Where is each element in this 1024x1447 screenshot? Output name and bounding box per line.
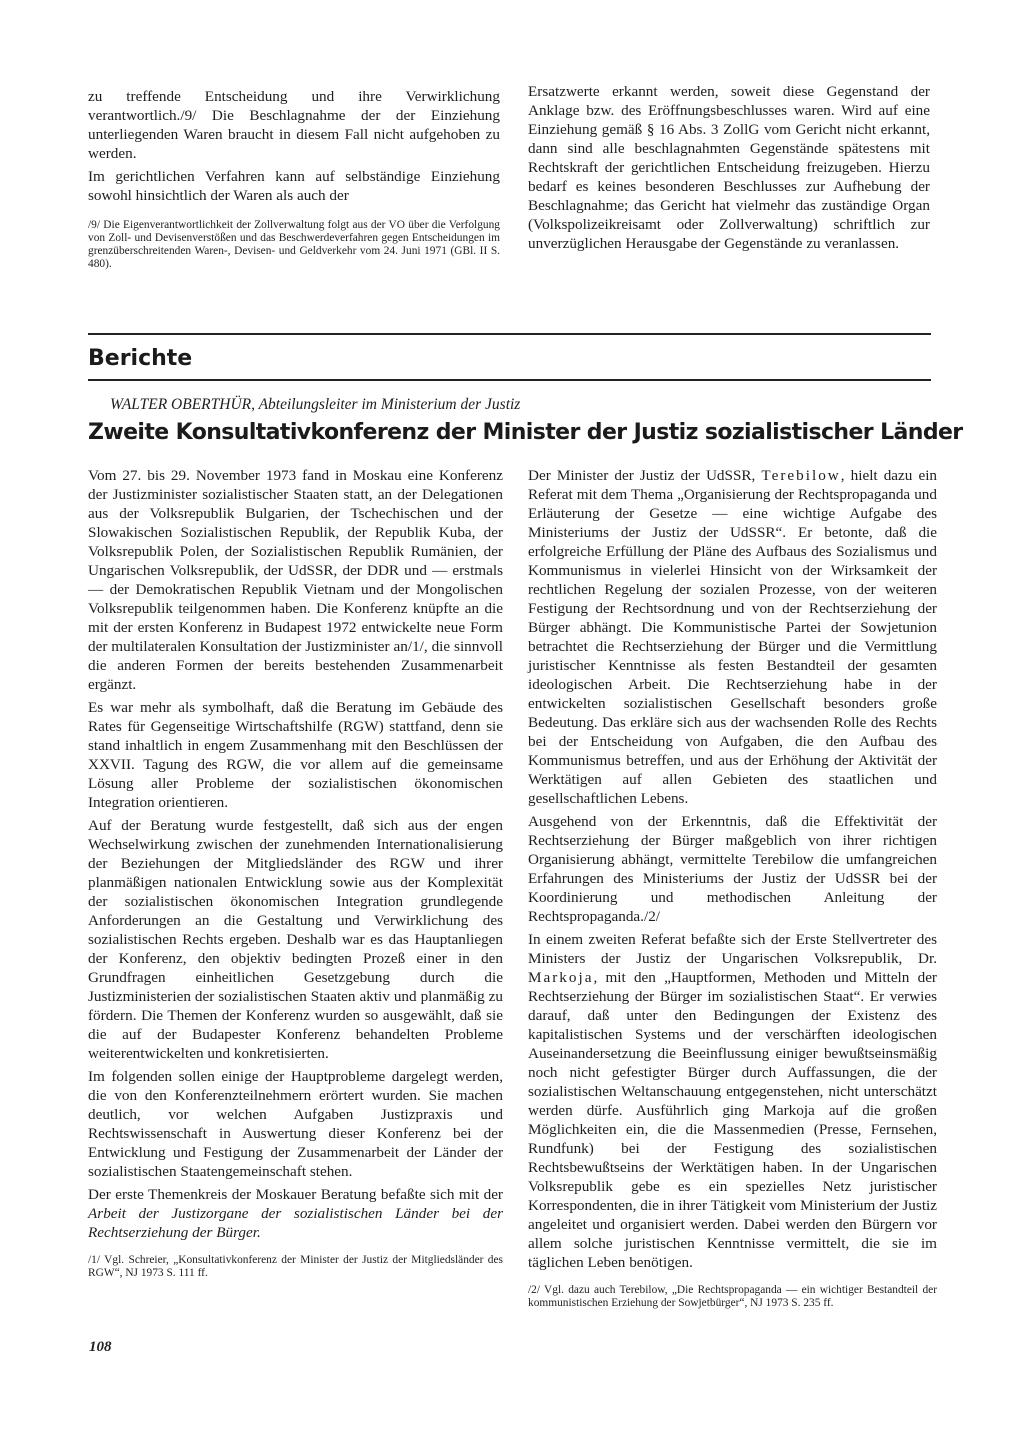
person-name: Terebilow	[761, 467, 841, 484]
paragraph-text: In einem zweiten Referat befaßte sich der Erste Stellvertreter des Ministers der Justiz der Ungarischen Volksrepublik, Dr.	[528, 931, 937, 967]
paragraph: zu treffende Entscheidung und ihre Verwirklichung verantwortlich./9/ Die Beschlagnahme der der Einziehung unterliegenden Waren braucht in diesem Fall nicht aufgehoben zu werden.	[88, 88, 500, 162]
paragraph	[88, 1185, 503, 1242]
article-right-column	[528, 466, 937, 1310]
page-number: 108	[89, 1339, 112, 1355]
footnote: /9/ Die Eigenverantwortlichkeit der Zollverwaltung folgt aus der VO über die Verfolgung von Zoll- und Devisenverstößen und das Beschwerdeverfahren gegen Entscheidungen im grenzüberschreitenden Waren-, Devisen- und Geldverkehr vom 24. Juni 1971 (GBl. II S. 480).	[88, 219, 500, 270]
paragraph: Ausgehend von der Erkenntnis, daß die Effektivität der Rechtserziehung der Bürger maßgeblich von ihrer richtigen Organisierung abhängt, vermittelte Terebilow die umfangreichen Erfahrungen des Ministeriums der Justiz der UdSSR bei der Koordinierung und methodischen Anleitung der Rechtspropaganda./2/	[528, 813, 937, 925]
paragraph: Im gerichtlichen Verfahren kann auf selbständige Einziehung sowohl hinsichtlich der Waren als auch der	[88, 168, 500, 204]
paragraph: Im folgenden sollen einige der Hauptprobleme dargelegt werden, die von den Konferenzteilnehmern erörtert wurden. Sie machen deutlich, vor welchen Aufgaben Justizpraxis und Rechtswissenschaft in Auswertung dieser Konferenz bei der Entwicklung und Festigung der Zusammenarbeit der Länder der sozialistischen Staatengemeinschaft stehen.	[88, 1068, 503, 1180]
section-title: Berichte	[88, 346, 193, 371]
footnote: /1/ Vgl. Schreier, „Konsultativkonferenz der Minister der Justiz der Mitgliedsländer des RGW“, NJ 1973 S. 111 ff.	[88, 1254, 503, 1279]
footnote: /2/ Vgl. dazu auch Terebilow, „Die Rechtspropaganda — ein wichtiger Bestandteil der kommunistischen Erziehung der Sowjetbürger“, NJ 1973 S. 235 ff.	[528, 1284, 937, 1309]
paragraph-text: , mit den „Hauptformen, Methoden und Mitteln der Rechtserziehung der Bürger im sozialistischen Staat“. Er verwies darauf, daß unter den Bedingungen der Existenz des kapitalistischen Systems und der verschärften ideologischen Auseinandersetzung die Beeinflussung einiger bewußtseinsmäßig noch nicht gefestigter Bürger durch Auffassungen, die der sozialistischen Weltanschauung entgegenstehen, nicht unterschätzt werden dürfe. Ausführlich ging Markoja auf die großen Möglichkeiten ein, die die Massenmedien (Presse, Fernsehen, Rundfunk) bei der Festigung des sozialistischen Rechtsbewußtseins der Werktätigen haben. In der Ungarischen Volksrepublik gebe es ein spezielles Netz juristischer Korrespondenten, die in ihrer Tätigkeit vom Ministerium der Justiz angeleitet und organisiert werden. Dabei werden den Bürgern vor allem solche juristischen Kenntnisse vermittelt, die sie im täglichen Leben benötigen.	[528, 969, 937, 1271]
paragraph-text: Der Minister der Justiz der UdSSR,	[528, 467, 762, 484]
paragraph	[528, 930, 937, 1272]
top-left-column	[88, 87, 500, 271]
author-byline: WALTER OBERTHÜR, Abteilungsleiter im Ministerium der Justiz	[110, 396, 521, 413]
paragraph: Vom 27. bis 29. November 1973 fand in Moskau eine Konferenz der Justizminister sozialistischer Staaten statt, an der Delegationen aus der Volksrepublik Bulgarien, der Tschechischen und der Slowakischen Sozialistischen Republik, der Republik Kuba, der Volksrepublik Polen, der Sozialistischen Republik Rumänien, der Ungarischen Volksrepublik, der UdSSR, der DDR und — erstmals — der Demokratischen Republik Vietnam und der Mongolischen Volksrepublik teilgenommen haben. Die Konferenz knüpfte an die mit der ersten Konferenz in Budapest 1972 entwickelte neue Form der multilateralen Konsultation der Justizminister an/1/, die sinnvoll die anderen Formen der bereits bestehenden Zusammenarbeit ergänzt.	[88, 467, 503, 693]
section-rule	[88, 379, 931, 381]
emphasized-topic: Arbeit der Justizorgane der sozialistischen Länder bei der Rechtserziehung der Bürger.	[88, 1205, 503, 1241]
paragraph	[528, 466, 937, 808]
article-left-column	[88, 466, 503, 1280]
paragraph-text: , hielt dazu ein Referat mit dem Thema „Organisierung der Rechtspropaganda und Erläuterung der Gesetze — eine wichtige Aufgabe des Ministeriums der Justiz der UdSSR“. Er betonte, daß die erfolgreiche Erfüllung der Pläne des Aufbaus des Sozialismus und Kommunismus in vielerlei Hinsicht von der Wirksamkeit der rechtlichen Regelung der sozialen Prozesse, von der weiteren Festigung der Rechtsordnung und von der Rechtserziehung der Bürger abhängt. Die Kommunistische Partei der Sowjetunion betrachtet die Rechtserziehung der Bürger und die Vermittlung juristischer Kenntnisse als festen Bestandteil der gesamten ideologischen Arbeit. Die Rechtserziehung habe in der entwickelten sozialistischen Gesellschaft besonders große Bedeutung. Das erkläre sich aus der wachsenden Rolle des Rechts bei der Entscheidung von Aufgaben, die den Aufbau des Kommunismus betreffen, und aus der Erhöhung der Aktivität der Werktätigen auf allen Gebieten des staatlichen und gesellschaftlichen Lebens.	[528, 467, 938, 807]
person-name: Markoja	[528, 969, 594, 986]
paragraph-lead: Der erste Themenkreis der Moskauer Beratung befaßte sich mit der	[88, 1186, 503, 1203]
top-right-column	[528, 82, 930, 257]
article-title: Zweite Konsultativkonferenz der Minister der Justiz sozialistischer Länder	[88, 420, 963, 445]
section-rule	[88, 333, 931, 335]
paragraph: Ersatzwerte erkannt werden, soweit diese Gegenstand der Anklage bzw. des Eröffnungsbeschlusses waren. Wird auf eine Einziehung gemäß § 16 Abs. 3 ZollG vom Gericht nicht erkannt, dann sind alle beschlagnahmten Gegenstände spätestens mit Rechtskraft der gerichtlichen Entscheidung freizugeben. Hierzu bedarf es keines besonderen Beschlusses zur Aufhebung der Beschlagnahme; das Gericht hat vielmehr das zuständige Organ (Volkspolizeikreisamt oder Zollverwaltung) schriftlich zur unverzüglichen Herausgabe der Gegenstände zu veranlassen.	[528, 83, 930, 252]
paragraph: Auf der Beratung wurde festgestellt, daß sich aus der engen Wechselwirkung zwischen der zunehmenden Internationalisierung der Beziehungen der Mitgliedsländer des RGW und ihrer planmäßigen nationalen Entwicklung sowie aus der Komplexität der sozialistischen ökonomischen Integration grundlegende Anforderungen an die Gestaltung und Verwirklichung des sozialistischen Rechts ergeben. Deshalb war es das Hauptanliegen der Konferenz, den objektiv bedingten Prozeß einer in den Grundfragen einheitlichen Gesetzgebung durch die Justizministerien der sozialistischen Staaten aktiv und planmäßig zu fördern. Die Themen der Konferenz wurden so ausgewählt, daß sie die auf der Budapester Konferenz behandelten Probleme weiterentwickelten und konkretisierten.	[88, 817, 503, 1062]
paragraph: Es war mehr als symbolhaft, daß die Beratung im Gebäude des Rates für Gegenseitige Wirtschaftshilfe (RGW) stattfand, denn sie stand inhaltlich in engem Zusammenhang mit den Beschlüssen der XXVII. Tagung des RGW, die vor allem auf die gemeinsame Lösung aller Probleme der sozialistischen ökonomischen Integration orientieren.	[88, 699, 503, 811]
